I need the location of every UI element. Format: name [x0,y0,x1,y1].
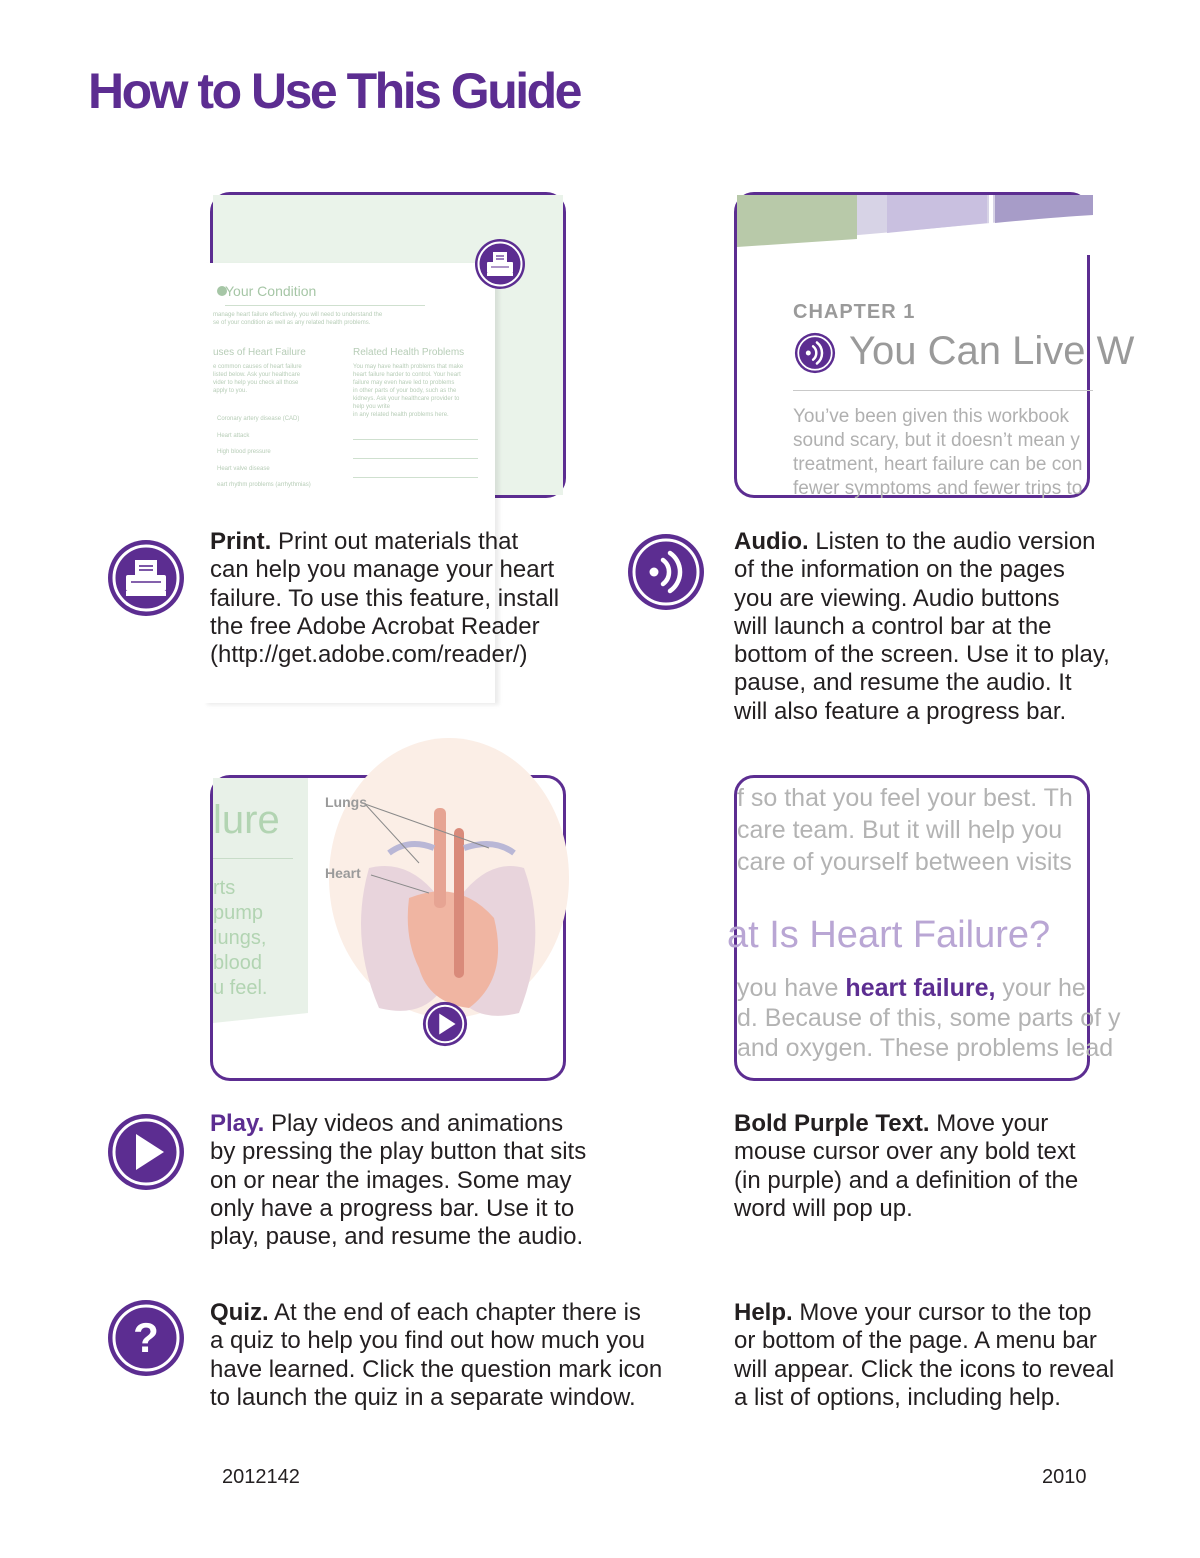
preview-col2-text: You may have health problems that make heart failure harder to control. Your heart failure may even have led to problems in other parts of your body, such as the kidneys. Ask your healthcare provider to help you write in any related health problems here. [353,364,464,418]
form-line [353,458,478,459]
heart-label: Heart [325,865,361,881]
preview-intro: manage heart failure effectively, you will need to understand the se of your condition as well as any related health problems. [213,312,383,326]
audio-screenshot [734,192,1135,499]
chapter-intro: You’ve been given this workbook sound scary, but it doesn’t mean y treatment, heart failure can be con fewer symptoms and fewer trips to [793,406,1083,499]
form-line [353,439,478,440]
svg-text:?: ? [133,1314,159,1361]
preview-col2-title: Related Health Problems [353,347,465,358]
print-screenshot [210,192,566,498]
help-description: Help. Move your cursor to the top or bottom of the page. A menu bar will appear. Click the icons to reveal a list of options, including help. [734,1299,1115,1411]
play-screenshot [210,775,566,1081]
divider [225,305,425,306]
sample-text-line: f so that you feel your best. Th [737,784,1073,812]
sample-heading: at Is Heart Failure? [727,914,1051,956]
preview-heading: Your Condition [225,283,317,299]
panel-heading: lure [213,798,280,842]
bold-purple-label: Bold Purple Text. [734,1110,930,1137]
sample-text-line: care team. But it will help you [737,816,1063,844]
quiz-label: Quiz. [210,1299,269,1326]
audio-icon[interactable] [793,331,837,375]
printer-icon[interactable] [473,237,527,291]
bold-term-link[interactable]: heart failure, [845,974,996,1002]
help-label: Help. [734,1299,793,1326]
chapter-title: You Can Live W [849,329,1135,373]
page-title: How to Use This Guide [88,63,580,119]
audio-icon [626,532,706,612]
play-label: Play. [210,1110,265,1137]
print-label: Print. [210,528,272,555]
sample-text-line: you have heart failure, your he [737,974,1086,1002]
play-icon [106,1112,186,1192]
print-description: Print. Print out materials that can help you manage your heart failure. To use this feature, install the free Adobe Acrobat Reader (http://get.adobe.com/reader/) [210,528,560,669]
preview-col1-title: uses of Heart Failure [213,347,306,358]
chapter-label: CHAPTER 1 [793,301,916,323]
sample-text-line: d. Because of this, some parts of y [737,1004,1121,1032]
divider [793,390,1093,391]
play-icon[interactable] [421,1000,469,1048]
bold-purple-description: Bold Purple Text. Move your mouse cursor over any bold text (in purple) and a definition of the word will pop up. [734,1110,1079,1222]
photo-strip [737,195,1093,255]
printer-icon [106,538,186,618]
preview-col1-text: e common causes of heart failure listed below. Ask your healthcare vider to help you check all those apply to you. [213,364,302,394]
footer-year: 2010 [1042,1466,1087,1488]
sample-text-line: care of yourself between visits [737,848,1072,876]
divider [213,858,293,859]
sample-text-line: and oxygen. These problems lead [737,1034,1114,1062]
bold-purple-screenshot [727,775,1121,1081]
quiz-description: Quiz. At the end of each chapter there is a quiz to help you find out how much you have learned. Click the question mark icon to launch the quiz in a separate window. [210,1299,663,1411]
audio-description: Audio. Listen to the audio version of the information on the pages you are viewing. Audio buttons will launch a control bar at the bottom of the screen. Use it to play, pause, and resume the audio. It will also feature a progress bar. [734,528,1110,725]
play-description: Play. Play videos and animations by pressing the play button that sits on or near the images. Some may only have a progress bar. Use it to play, pause, and resume the audio. [210,1110,587,1251]
form-line [353,477,478,478]
question-mark-icon [106,1298,186,1378]
footer-code: 2012142 [222,1466,300,1488]
preview-col1-list: Coronary artery disease (CAD) Heart attack High blood pressure Heart valve disease eart rhythm problems (arrhythmias) [217,416,311,488]
panel-text: rts pump lungs, blood u feel. [213,877,268,999]
lungs-label: Lungs [325,794,367,810]
audio-label: Audio. [734,528,809,555]
